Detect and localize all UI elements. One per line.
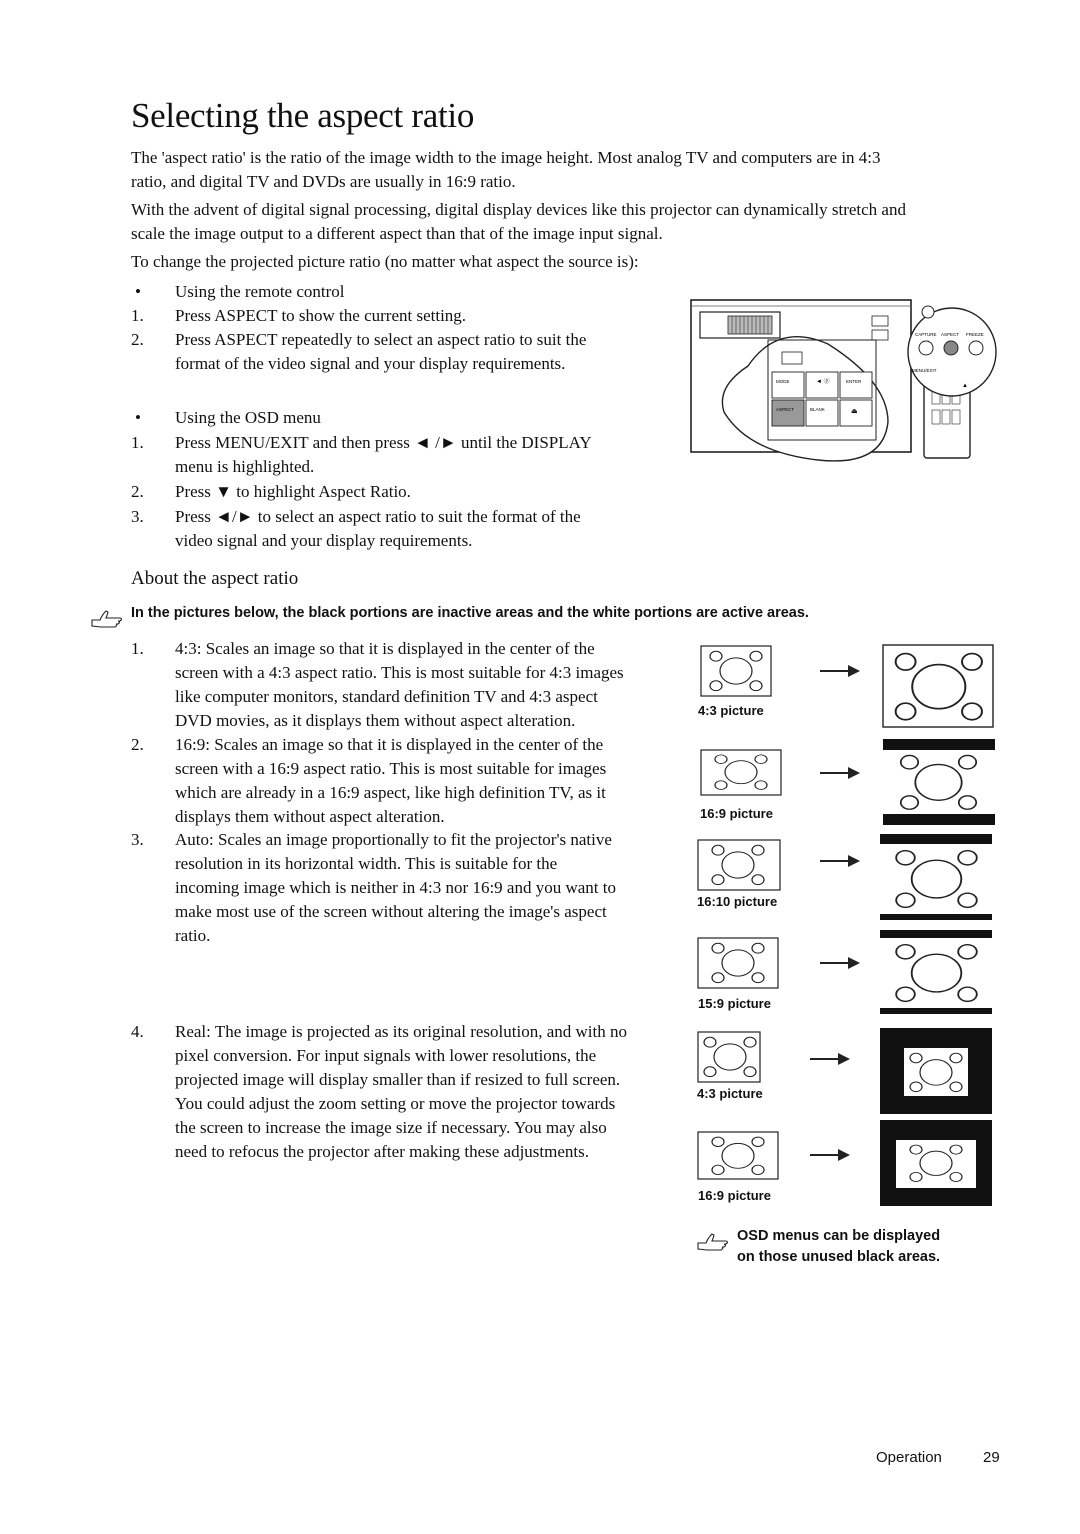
note-text: In the pictures below, the black portions are inactive areas and the white portions are active areas. <box>131 605 809 621</box>
note-hand-icon <box>696 1230 730 1252</box>
step-number: 1. <box>131 433 144 452</box>
mode-item-real <box>131 1020 691 1164</box>
osd-heading: Using the OSD menu <box>175 408 321 427</box>
text-line: Press MENU/EXIT and then press ◄ /► until the DISPLAY <box>175 433 592 452</box>
text-line: resolution in its horizontal width. This is suitable for the <box>175 854 558 873</box>
text-line: Press ASPECT repeatedly to select an aspect ratio to suit the <box>175 330 587 349</box>
remote-step-2 <box>131 328 651 376</box>
aspect-key <box>772 400 804 426</box>
arrow-icon <box>820 957 860 969</box>
hd-logo-icon <box>872 330 888 340</box>
text-line: With the advent of digital signal processing, digital display devices like this projector can dynamically stretch and <box>131 200 906 219</box>
item-text <box>175 828 616 948</box>
blank-key-label: BLANK <box>810 407 825 412</box>
text-line: Auto: Scales an image proportionally to fit the projector's native <box>175 830 612 849</box>
text-line: video signal and your display requirements. <box>175 531 473 550</box>
arrow-icon <box>820 855 860 867</box>
item-number: 1. <box>131 639 144 658</box>
freeze-label: FREEZE <box>966 332 984 337</box>
arrow-icon <box>810 1149 850 1161</box>
menu-exit-label: MENU/EXIT <box>912 368 937 373</box>
item-number: 4. <box>131 1022 144 1041</box>
intro-paragraph-1 <box>131 146 1011 194</box>
left-arrow-icon: ◄ ⓟ <box>816 379 830 385</box>
text-line: screen with a 16:9 aspect ratio. This is most suitable for images <box>175 759 607 778</box>
up-arrow-icon: ▲ <box>962 383 968 389</box>
source-picture-4-3-real <box>698 1032 760 1082</box>
capture-button-icon <box>919 341 933 355</box>
text-line: 4:3: Scales an image so that it is displayed in the center of the <box>175 639 595 658</box>
mode-item-auto <box>131 828 691 948</box>
arrow-icon <box>810 1053 850 1065</box>
arrow-icon <box>820 665 860 677</box>
osd-step-1 <box>131 431 671 479</box>
text-line: incoming image which is neither in 4:3 nor 16:9 and you want to <box>175 878 616 897</box>
blank-key <box>806 400 838 426</box>
text-line: To change the projected picture ratio (no matter what aspect the source is): <box>131 252 639 271</box>
enter-key-label: ENTER <box>846 379 862 384</box>
source-picture-16-10 <box>698 840 780 890</box>
text-line: need to refocus the projector after making these adjustments. <box>175 1142 589 1161</box>
text-line: on those unused black areas. <box>737 1249 941 1265</box>
text-line: The 'aspect ratio' is the ratio of the image width to the image height. Most analog TV and computers are in 4:3 <box>131 148 881 167</box>
step-text: Press ASPECT to show the current setting. <box>175 306 467 325</box>
text-line: ratio. <box>175 926 211 945</box>
footer-section: Operation <box>876 1449 942 1466</box>
source-picture-16-9-real <box>698 1132 778 1179</box>
item-text <box>175 733 606 829</box>
mode-key <box>772 372 804 398</box>
item-number: 2. <box>131 735 144 754</box>
projector-remote-illustration <box>688 292 1000 470</box>
page-title: Selecting the aspect ratio <box>131 96 475 135</box>
text-line: Real: The image is projected as its original resolution, and with no <box>175 1022 627 1041</box>
text-line: You could adjust the zoom setting or move the projector towards <box>175 1094 616 1113</box>
power-icon <box>922 306 934 318</box>
text-line: projected image will display smaller than if resized to full screen. <box>175 1070 621 1089</box>
text-line: screen with a 4:3 aspect ratio. This is most suitable for 4:3 images <box>175 663 624 682</box>
step-text <box>175 431 592 479</box>
section-heading: About the aspect ratio <box>131 568 299 589</box>
down-arrow-icon: ⏏ <box>851 408 858 415</box>
step-text: Press ▼ to highlight Aspect Ratio. <box>175 482 411 501</box>
capture-label: CAPTURE <box>915 332 937 337</box>
picture-label: 15:9 picture <box>698 996 771 1011</box>
aspect-ratio-diagram <box>690 640 1010 1215</box>
text-line: Press ◄/► to select an aspect ratio to suit the format of the <box>175 507 581 526</box>
picture-label: 16:9 picture <box>700 806 773 821</box>
page-number: 29 <box>983 1449 1000 1466</box>
step-number: 2. <box>131 482 144 501</box>
text-line: the screen to increase the image size if necessary. You may also <box>175 1118 607 1137</box>
step-number: 2. <box>131 330 144 349</box>
text-line: OSD menus can be displayed <box>737 1228 941 1244</box>
left-key <box>806 372 838 398</box>
note-hand-icon <box>90 607 124 629</box>
text-line: pixel conversion. For input signals with lower resolutions, the <box>175 1046 597 1065</box>
text-line: like computer monitors, standard definition TV and 4:3 aspect <box>175 687 598 706</box>
bullet: • <box>135 408 141 427</box>
picture-label: 4:3 picture <box>697 1086 763 1101</box>
osd-step-3 <box>131 505 671 553</box>
picture-label: 4:3 picture <box>698 703 764 718</box>
mode-item-4-3 <box>131 637 691 733</box>
item-text <box>175 637 624 733</box>
item-text <box>175 1020 627 1164</box>
enter-key <box>840 372 872 398</box>
text-line: 16:9: Scales an image so that it is displayed in the center of the <box>175 735 604 754</box>
aspect-button-icon <box>944 341 958 355</box>
picture-label: 16:10 picture <box>697 894 778 909</box>
arrow-icon <box>820 767 860 779</box>
remote-heading: Using the remote control <box>175 282 345 301</box>
text-line: make most use of the screen without altering the image's aspect <box>175 902 607 921</box>
item-number: 3. <box>131 830 144 849</box>
result-screen-4-3 <box>883 645 993 727</box>
text-line: scale the image output to a different aspect than that of the image input signal. <box>131 224 663 243</box>
intro-paragraph-2 <box>131 198 1011 246</box>
source-picture-15-9 <box>698 938 778 988</box>
zoom-ring-icon <box>728 316 772 334</box>
aspect-label: ASPECT <box>941 332 960 337</box>
osd-note <box>737 1226 940 1268</box>
step-number: 3. <box>131 507 144 526</box>
freeze-button-icon <box>969 341 983 355</box>
aspect-key-label: ASPECT <box>776 407 795 412</box>
text-line: displays them without aspect alteration. <box>175 807 445 826</box>
source-picture-16-9 <box>701 750 781 795</box>
step-text <box>175 328 586 376</box>
bullet: • <box>135 282 141 301</box>
text-line: DVD movies, as it displays them without aspect alteration. <box>175 711 576 730</box>
text-line: which are already in a 16:9 aspect, like high definition TV, as it <box>175 783 606 802</box>
intro-paragraph-3 <box>131 250 1011 274</box>
step-number: 1. <box>131 306 144 325</box>
text-line: menu is highlighted. <box>175 457 315 476</box>
picture-label: 16:9 picture <box>698 1188 771 1203</box>
mode-item-16-9 <box>131 733 691 829</box>
text-line: ratio, and digital TV and DVDs are usually in 16:9 ratio. <box>131 172 516 191</box>
text-line: format of the video signal and your display requirements. <box>175 354 566 373</box>
step-text <box>175 505 581 553</box>
mode-key-label: MODE <box>776 379 790 384</box>
dlp-logo-icon <box>872 316 888 326</box>
